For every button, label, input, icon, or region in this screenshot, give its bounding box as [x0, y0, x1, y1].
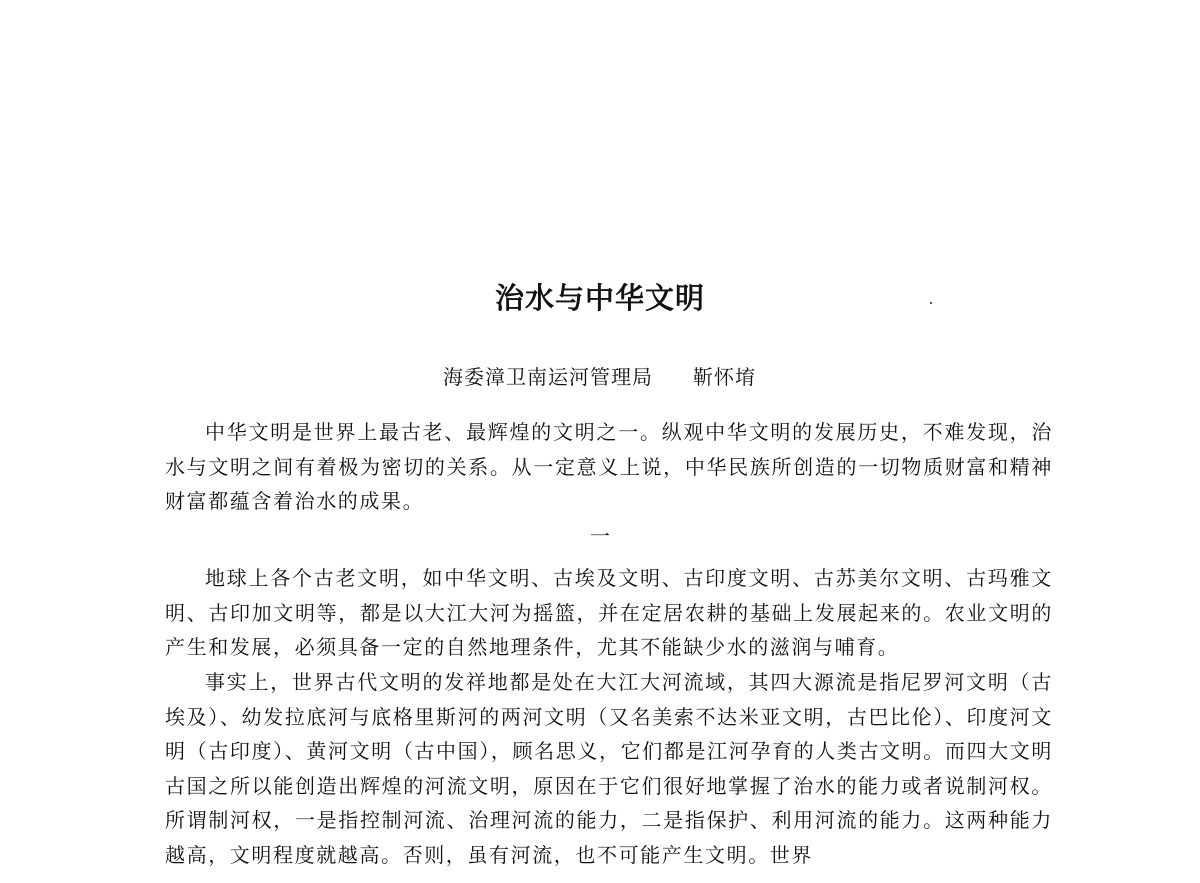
paragraph-intro: 中华文明是世界上最古老、最辉煌的文明之一。纵观中华文明的发展历史，不难发现，治水与文明之间有着极为密切的关系。从一定意义上说，中华民族所创造的一切物质财富和精神财富都蕴含着治水的成果。 [165, 420, 1053, 513]
article-title: 治水与中华文明 [494, 281, 705, 315]
section-number: 一 [590, 524, 610, 548]
byline [443, 363, 756, 391]
paragraph-ancient-civilizations: 地球上各个古老文明，如中华文明、古埃及文明、古印度文明、古苏美尔文明、古玛雅文明、古印加文明等，都是以大江大河为摇篮，并在定居农耕的基础上发展起来的。农业文明的产生和发展，必须具备一定的自然地理条件，尤其不能缺少水的滋润与哺育。 [165, 566, 1053, 659]
author-name: 靳怀堉 [693, 365, 756, 389]
paragraph-river-civilizations: 事实上，世界古代文明的发祥地都是处在大江大河流域，其四大源流是指尼罗河文明（古埃及）、幼发拉底河与底格里斯河的两河文明（又名美索不达米亚文明，古巴比伦）、印度河文明（古印度）、黄河文明（古中国），顾名思义，它们都是江河孕育的人类古文明。而四大文明古国之所以能创造出辉煌的河流文明，原因在于它们很好地掌握了治水的能力或者说制河权。所谓制河权，一是指控制河流、治理河流的能力，二是指保护、利用河流的能力。这两种能力越高，文明程度就越高。否则，虽有河流，也不可能产生文明。世界 [165, 670, 1053, 867]
author-organization: 海委漳卫南运河管理局 [443, 365, 653, 389]
scan-speck [930, 302, 932, 304]
